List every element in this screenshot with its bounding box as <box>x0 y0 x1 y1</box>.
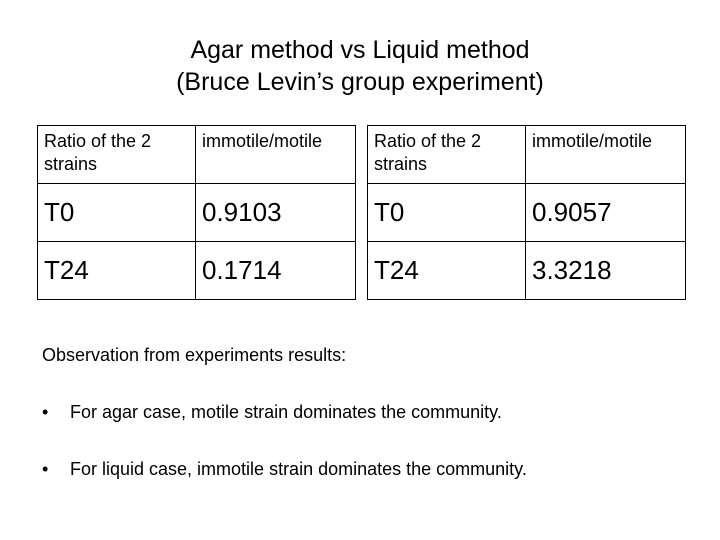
bullet-icon: • <box>42 459 49 479</box>
agar-time-cell: T24 <box>38 242 196 300</box>
table-gap <box>356 242 368 300</box>
bullet-text: For liquid case, immotile strain dominates the community. <box>70 459 527 479</box>
title-main: Agar method vs Liquid method <box>190 36 530 64</box>
title-subtitle: (Bruce Levin’s group experiment) <box>176 68 544 96</box>
agar-header-immotile-motile: immotile/motile <box>196 126 356 184</box>
observation-heading: Observation from experiments results: <box>42 345 347 365</box>
liquid-header-immotile-motile: immotile/motile <box>526 126 686 184</box>
table-row <box>38 242 686 300</box>
list-item <box>42 459 527 516</box>
liquid-time-cell: T0 <box>368 184 526 242</box>
agar-header-ratio: Ratio of the 2 strains <box>38 126 196 184</box>
liquid-header-ratio: Ratio of the 2 strains <box>368 126 526 184</box>
agar-time-cell: T0 <box>38 184 196 242</box>
table-row <box>38 184 686 242</box>
table-gap <box>356 126 368 184</box>
table-gap <box>356 184 368 242</box>
agar-value-cell: 0.9103 <box>196 184 356 242</box>
liquid-value-cell: 0.9057 <box>526 184 686 242</box>
liquid-value-cell: 3.3218 <box>526 242 686 300</box>
list-item <box>42 402 527 459</box>
results-table <box>37 125 686 300</box>
liquid-time-cell: T24 <box>368 242 526 300</box>
observation-list <box>42 402 527 516</box>
agar-value-cell: 0.1714 <box>196 242 356 300</box>
table-header-row <box>38 126 686 184</box>
slide-title <box>0 34 720 98</box>
bullet-icon: • <box>42 402 49 422</box>
bullet-text: For agar case, motile strain dominates the community. <box>70 402 502 422</box>
